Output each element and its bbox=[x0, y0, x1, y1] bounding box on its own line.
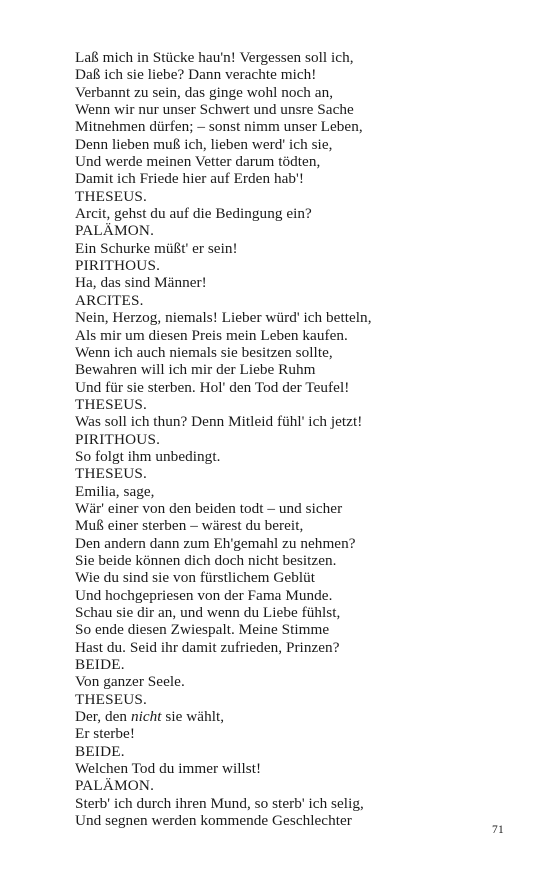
verse-line: Und werde meinen Vetter darum tödten, bbox=[75, 153, 321, 171]
verse-line: Wie du sind sie von fürstlichem Geblüt bbox=[75, 569, 316, 587]
speaker-name: THESEUS. bbox=[75, 465, 148, 483]
verse-line: Damit ich Friede hier auf Erden hab'! bbox=[75, 170, 304, 188]
verse-line: Den andern dann zum Eh'gemahl zu nehmen? bbox=[75, 534, 356, 552]
verse-line: Arcit, gehst du auf die Bedingung ein? bbox=[75, 205, 312, 223]
play-text bbox=[75, 49, 515, 829]
verse-line: Als mir um diesen Preis mein Leben kaufen. bbox=[75, 326, 348, 344]
speaker-name: THESEUS. bbox=[75, 690, 148, 708]
verse-line: Hast du. Seid ihr damit zufrieden, Prinzen? bbox=[75, 638, 340, 656]
verse-line: Welchen Tod du immer willst! bbox=[75, 760, 262, 778]
speaker-name: THESEUS. bbox=[75, 187, 148, 205]
verse-line: So ende diesen Zwiespalt. Meine Stimme bbox=[75, 621, 330, 639]
verse-line: Ha, das sind Männer! bbox=[75, 274, 207, 292]
verse-line: Muß einer sterben – wärest du bereit, bbox=[75, 517, 304, 535]
verse-line: Wenn wir nur unser Schwert und unsre Sache bbox=[75, 101, 354, 119]
verse-line: Laß mich in Stücke hau'n! Vergessen soll ich, bbox=[75, 49, 354, 66]
speaker-name: PIRITHOUS. bbox=[75, 257, 161, 275]
verse-line: Und hochgepriesen von der Fama Munde. bbox=[75, 586, 333, 604]
verse-line: Er sterbe! bbox=[75, 725, 135, 743]
verse-line: Bewahren will ich mir der Liebe Ruhm bbox=[75, 361, 316, 379]
verse-line: Was soll ich thun? Denn Mitleid fühl' ich jetzt! bbox=[75, 413, 363, 431]
speaker-name: THESEUS. bbox=[75, 395, 148, 413]
verse-line: Und für sie sterben. Hol' den Tod der Teufel! bbox=[75, 378, 350, 396]
verse-line: Und segnen werden kommende Geschlechter bbox=[75, 812, 352, 830]
verse-line: Emilia, sage, bbox=[75, 482, 155, 500]
speaker-name: BEIDE. bbox=[75, 742, 125, 760]
verse-line: So folgt ihm unbedingt. bbox=[75, 447, 221, 465]
verse-line: Schau sie dir an, und wenn du Liebe fühlst, bbox=[75, 604, 341, 621]
verse-line: Sie beide können dich doch nicht besitzen. bbox=[75, 551, 337, 569]
speaker-name: ARCITES. bbox=[75, 291, 144, 309]
verse-line: Daß ich sie liebe? Dann verachte mich! bbox=[75, 66, 317, 84]
verse-line bbox=[75, 708, 515, 725]
speaker-name: PIRITHOUS. bbox=[75, 430, 161, 448]
verse-line: Ein Schurke müßt' er sein! bbox=[75, 239, 238, 257]
verse-line: Denn lieben muß ich, lieben werd' ich sie, bbox=[75, 135, 333, 153]
verse-text: Der, den bbox=[75, 708, 131, 726]
verse-line: Von ganzer Seele. bbox=[75, 673, 185, 691]
verse-line: Verbannt zu sein, das ginge wohl noch an, bbox=[75, 83, 334, 101]
verse-line: Wär' einer von den beiden todt – und sicher bbox=[75, 499, 343, 517]
speaker-name: BEIDE. bbox=[75, 656, 125, 674]
verse-text: sie wählt, bbox=[161, 708, 225, 726]
page-number: 71 bbox=[492, 824, 505, 836]
speaker-name: PALÄMON. bbox=[75, 222, 155, 240]
verse-line: Wenn ich auch niemals sie besitzen sollte, bbox=[75, 343, 333, 361]
emphasized-word: nicht bbox=[130, 708, 162, 726]
verse-line: Sterb' ich durch ihren Mund, so sterb' ich selig, bbox=[75, 794, 364, 812]
speaker-name: PALÄMON. bbox=[75, 777, 155, 795]
verse-line: Nein, Herzog, niemals! Lieber würd' ich betteln, bbox=[75, 309, 372, 327]
verse-line: Mitnehmen dürfen; – sonst nimm unser Leben, bbox=[75, 118, 363, 136]
